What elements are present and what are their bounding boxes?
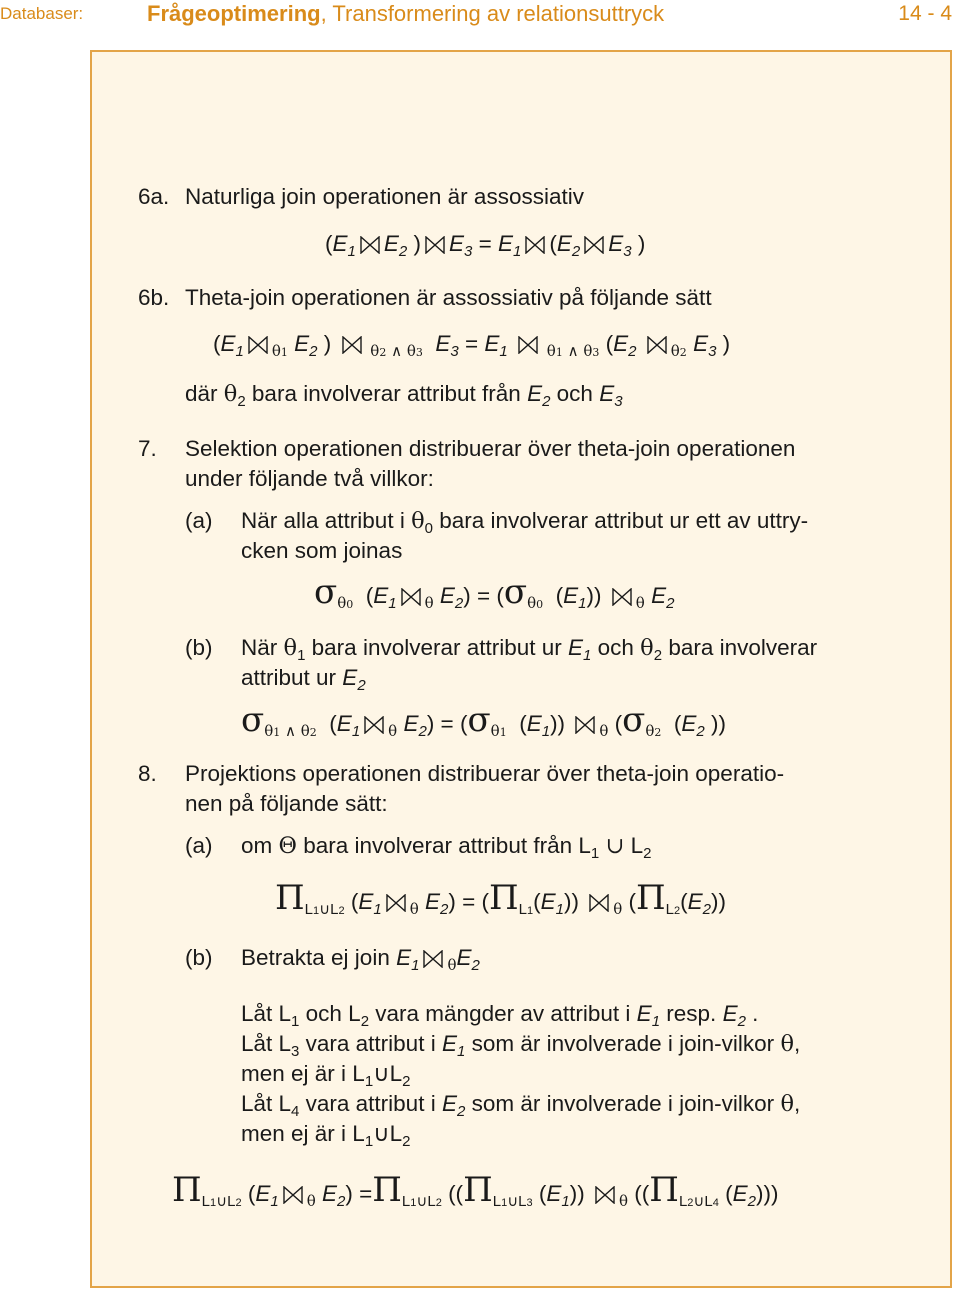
item-7a-line1: När alla attribut i $\theta_0$ bara involverar attribut ur ett av uttry- (241, 508, 809, 537)
item-8b-p3b: men ej är i $L_1\cup L_2$ (241, 1121, 411, 1150)
item-7b-label: (b) (185, 635, 213, 660)
item-6a-label: 6a. (138, 184, 170, 209)
item-6a-text: Naturliga join operationen är assossiativ (185, 184, 584, 209)
item-8b-label: (b) (185, 945, 213, 970)
item-6b-formula: ($E_1$ $_{\theta 1}$ $E_2$ ) $_{\theta 2 \wedge \theta 3}$ $E_3 = E_1$ $_{\theta 1 \wedge \theta 3}$ ($E_2$ $_{\theta 2}$ $E_3$ ) (213, 331, 731, 360)
join-icon (584, 236, 604, 254)
item-8-line1: Projektions operationen distribuerar över theta-join operatio- (185, 761, 785, 786)
item-7-label: 7. (138, 436, 157, 461)
item-7-line2: under följande två villkor: (185, 466, 434, 491)
item-6b-text: Theta-join operationen är assossiativ på följande sätt (185, 285, 712, 310)
page-header (0, 0, 960, 40)
item-6a-formula: ($E_1$ $E_2$ ) $E_3 = E_1$ ($E_2$ $E_3$ ) (325, 231, 646, 260)
item-7-line1: Selektion operationen distribuerar över theta-join operationen (185, 436, 796, 461)
join-icon (425, 236, 445, 254)
item-8b-line1: Betrakta ej join $E_1$ $_\theta E_2$ (241, 945, 480, 974)
item-7b-line2: attribut ur $E_2$ (241, 665, 366, 694)
item-7a-label: (a) (185, 508, 213, 533)
item-8b-p3a: Låt $L_4$ vara attribut i $E_2$ som är involverade i join-vilkor θ, (241, 1091, 801, 1120)
item-8b-p2a: Låt $L_3$ vara attribut i $E_1$ som är involverade i join-vilkor θ, (241, 1031, 801, 1060)
item-7a-formula: $\sigma_{\theta 0}$ ($E_1$ $_\theta$ $E_2) = (\sigma_{\theta 0}$ $(E_1)$) $_\theta$ $E_2$ (314, 572, 675, 612)
item-7b-line1: När $\theta_1$ bara involverar attribut ur $E_1$ och $\theta_2$ bara involverar (241, 635, 818, 664)
page-number: 14 - 4 (898, 2, 952, 25)
page-title: Frågeoptimering, Transformering av relationsuttryck (147, 1, 665, 26)
item-8b-p1: Låt $L_1$ och $L_2$ vara mängder av attribut i $E_1$ resp. $E_2$ . (241, 1001, 759, 1030)
course-label: Databaser: (0, 4, 84, 23)
item-8b-p2b: men ej är i $L_1\cup L_2$ (241, 1061, 411, 1090)
item-8-line2: nen på följande sätt: (185, 791, 388, 816)
item-8-label: 8. (138, 761, 157, 786)
item-8a-line1: om Θ bara involverar attribut från $L_1$ ∪ $L_2$ (241, 833, 652, 862)
item-6b-note: där $\theta_2$ bara involverar attribut från $E_2$ och $E_3$ (185, 381, 623, 410)
item-8b-final-formula: $\Pi_{L1\cup L2}$ ($E_1$ $_\theta$ $E_2) =\Pi_{L1\cup L2}$ (($\Pi_{L1\cup L3}$ $(E_1)$) $_\theta$ (($\Pi_{L2\cup L4}$ $(E_2)$)) (172, 1170, 779, 1210)
item-6b-label: 6b. (138, 285, 170, 310)
item-7a-line2: cken som joinas (241, 538, 403, 563)
item-8a-formula: $\Pi_{L1\cup L2}$ ($E_1$ $_\theta$ $E_2) = (\Pi_{L1}(E_1))$ $_\theta$ $(\Pi_{L2}(E_2))$ (275, 878, 726, 918)
item-7b-formula: $\sigma_{\theta 1 \wedge \theta 2}$ ($E_1$ $_\theta$ $E_2) = (\sigma_{\theta 1}$ $(E_1)$) $_\theta$ ($\sigma_{\theta 2}$ ($E_2$ )) (241, 700, 726, 740)
join-icon (360, 236, 380, 254)
item-8a-label: (a) (185, 833, 213, 858)
join-icon (525, 236, 545, 254)
